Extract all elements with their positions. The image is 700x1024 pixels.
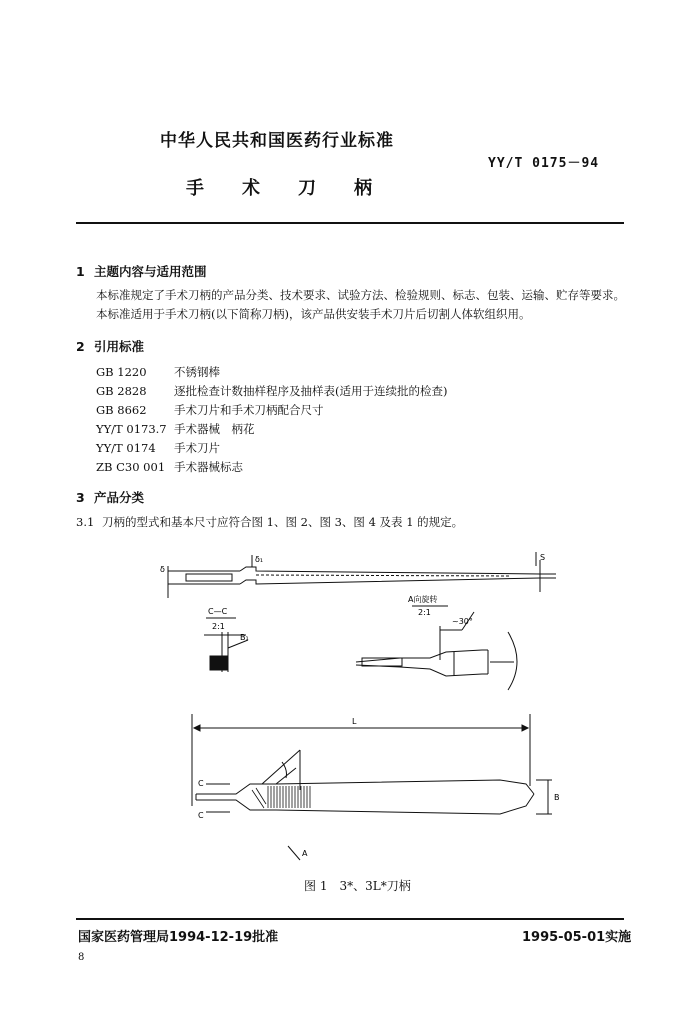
section-number: 3 (76, 490, 85, 505)
reference-title: 手术刀片和手术刀柄配合尺寸 (174, 403, 324, 417)
reference-code: GB 1220 (96, 365, 147, 379)
page-number: 8 (78, 952, 85, 963)
section-title: 引用标准 (94, 339, 145, 354)
document-title: 手术刀柄 (186, 178, 410, 199)
label-c-bottom: C (198, 811, 204, 820)
label-b: B (554, 793, 560, 802)
handle-plan-view (192, 714, 552, 860)
label-scale-cc: 2:1 (212, 622, 225, 631)
label-view-a: A向旋转 (408, 595, 438, 604)
reference-title: 手术器械 柄花 (174, 422, 255, 436)
label-s: S (540, 553, 546, 562)
handle-side-view (168, 552, 556, 598)
section-title: 主题内容与适用范围 (94, 264, 207, 279)
reference-title: 不锈钢棒 (174, 365, 220, 379)
label-section-cc: C—C (208, 607, 228, 616)
reference-code: YY/T 0174 (96, 441, 156, 455)
section-title: 产品分类 (94, 490, 145, 505)
section-number: 2 (76, 339, 85, 354)
label-c-top: C (198, 779, 204, 788)
figure-caption: 图 1 3*、3L*刀柄 (304, 879, 411, 893)
standard-code: YY/T 0175－94 (488, 156, 600, 171)
footer-rule (76, 918, 624, 920)
reference-code: GB 8662 (96, 403, 147, 417)
issuing-body-title: 中华人民共和国医药行业标准 (160, 131, 394, 151)
reference-code: GB 2828 (96, 384, 147, 398)
label-scale-a: 2:1 (418, 608, 431, 617)
reference-title: 手术刀片 (174, 441, 220, 455)
reference-title: 手术器械标志 (174, 460, 243, 474)
section-cc-view (204, 618, 248, 672)
label-delta1: δ₁ (255, 555, 264, 564)
knurled-grip (252, 786, 310, 808)
label-length: L (352, 717, 357, 726)
label-angle: ~30° (452, 617, 473, 626)
section-number: 1 (76, 264, 85, 279)
clause-number: 3.1 (76, 515, 95, 529)
section-1-paragraph-2: 本标准适用于手术刀柄(以下简称刀柄)，该产品供安装手术刀片后切割人体软组织用。 (96, 307, 531, 321)
label-delta: δ (160, 565, 165, 574)
section-1-paragraph-1: 本标准规定了手术刀柄的产品分类、技术要求、试验方法、检验规则、标志、包装、运输、贮存等要求。 (96, 288, 625, 302)
reference-title: 逐批检查计数抽样程序及抽样表(适用于连续批的检查) (174, 384, 448, 398)
reference-code: YY/T 0173.7 (96, 422, 167, 436)
effective-date: 1995-05-01实施 (522, 930, 632, 945)
reference-code: ZB C30 001 (96, 460, 166, 474)
clause-text: 刀柄的型式和基本尺寸应符合图 1、图 2、图 3、图 4 及表 1 的规定。 (102, 515, 464, 529)
label-a-arrow: A (302, 849, 308, 858)
view-a-rotated (356, 606, 517, 690)
approval-line: 国家医药管理局1994-12-19批准 (78, 930, 279, 945)
label-b1: B₁ (240, 633, 249, 642)
